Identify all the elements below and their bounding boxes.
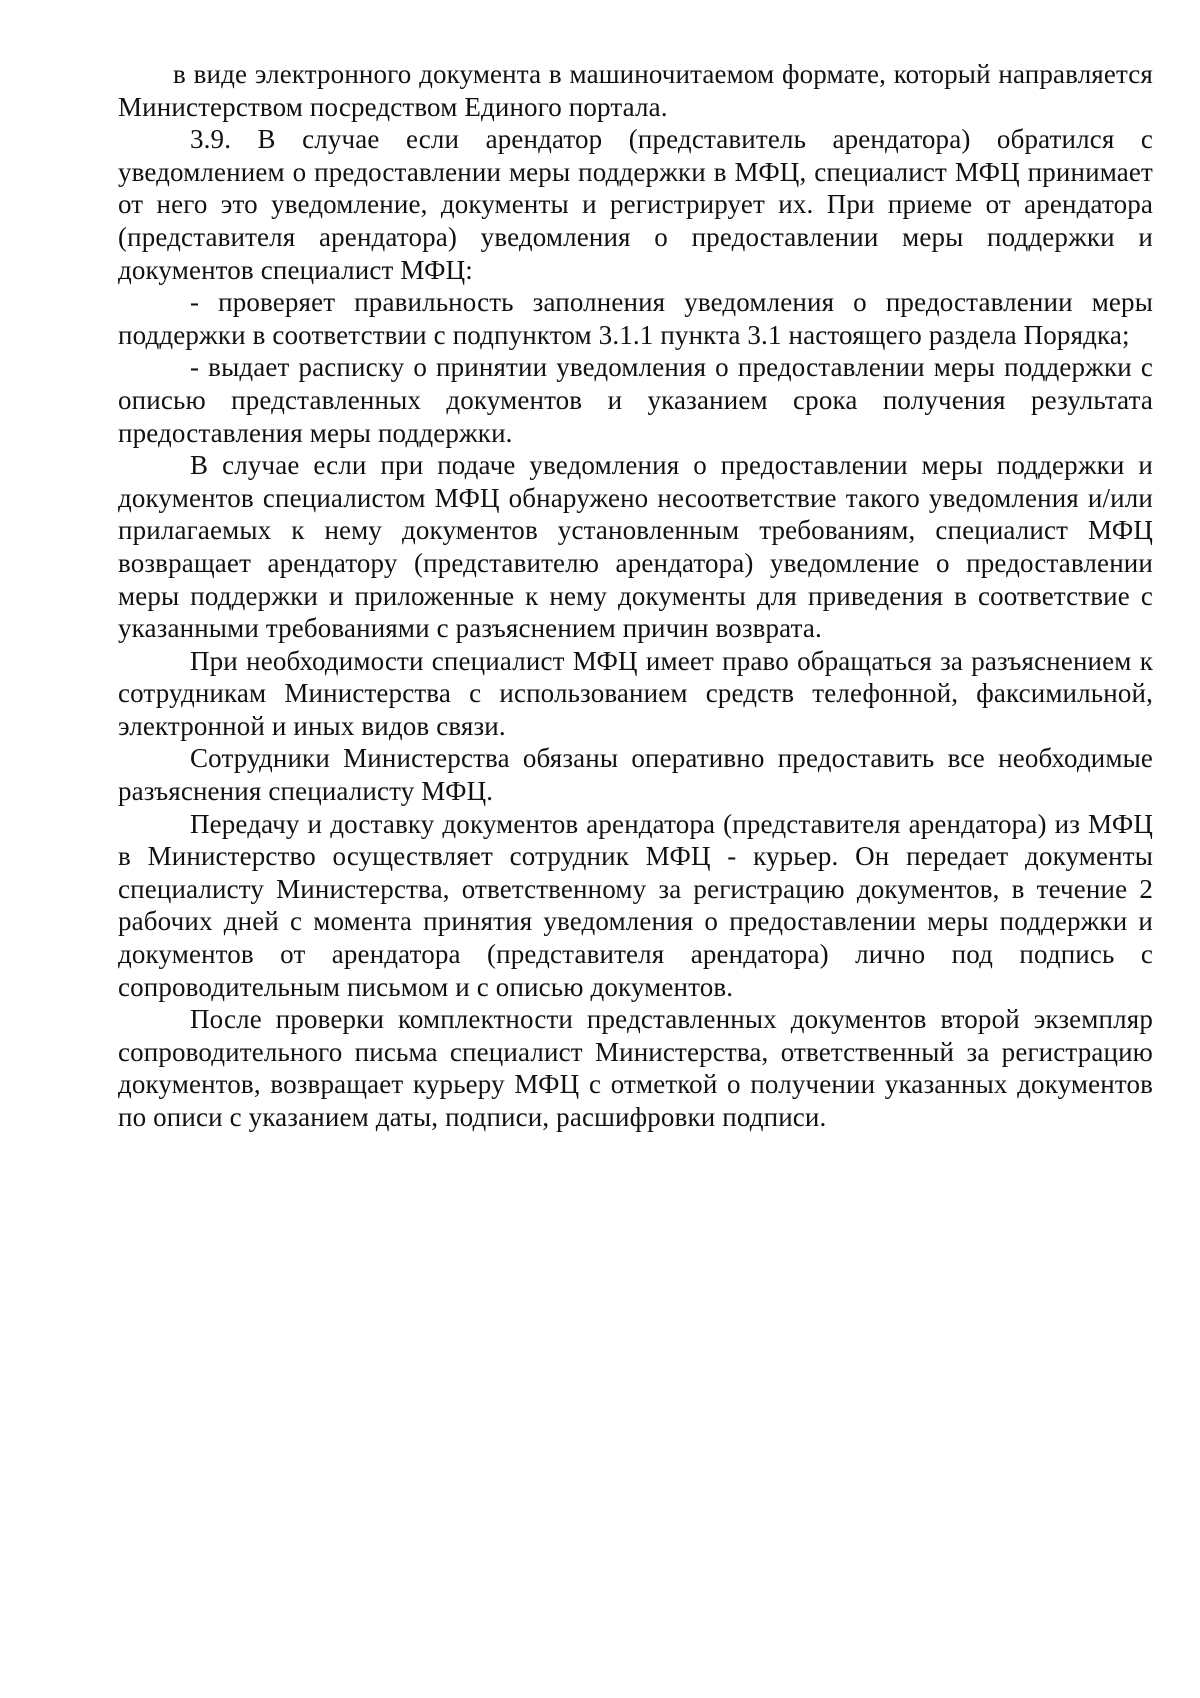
paragraph-continuation: в виде электронного документа в машиночитаемом формате, который направляется Министерством посредством Единого портала. xyxy=(118,59,1153,122)
paragraph-bullet-check: - проверяет правильность заполнения уведомления о предоставлении меры поддержки в соответствии с подпунктом 3.1.1 пункта 3.1 настоящего раздела Порядка; xyxy=(118,287,1153,350)
paragraph-ministry-obligation: Сотрудники Министерства обязаны оперативно предоставить все необходимые разъяснения специалисту МФЦ. xyxy=(118,743,1153,807)
paragraph-completeness-check: После проверки комплектности представленных документов второй экземпляр сопроводительного письма специалист Министерства, ответственный за регистрацию документов, возвращает курьеру МФЦ с отметкой о получении указанных документов по описи с указанием даты, подписи, расшифровки подписи. xyxy=(118,1004,1153,1132)
paragraph-bullet-receipt: - выдает расписку о принятии уведомления о предоставлении меры поддержки с описью представленных документов и указанием срока получения результата предоставления меры поддержки. xyxy=(118,352,1153,448)
paragraph-courier-delivery: Передачу и доставку документов арендатора (представителя арендатора) из МФЦ в Министерство осуществляет сотрудник МФЦ - курьер. Он передает документы специалисту Министерства, ответственному за регистрацию документов, в течение 2 рабочих дней с момента принятия уведомления о предоставлении меры поддержки и документов от арендатора (представителя арендатора) лично под подпись с сопроводительным письмом и с описью документов. xyxy=(118,808,1153,1002)
paragraph-clarification-request: При необходимости специалист МФЦ имеет право обращаться за разъяснением к сотрудникам Министерства с использованием средств телефонной, факсимильной, электронной и иных видов связи. xyxy=(118,645,1153,741)
paragraph-clause-3-9: 3.9. В случае если арендатор (представитель арендатора) обратился с уведомлением о предоставлении меры поддержки в МФЦ, специалист МФЦ принимает от него это уведомление, документы и регистрирует их. При приеме от арендатора (представителя арендатора) уведомления о предоставлении меры поддержки и документов специалист МФЦ: xyxy=(118,124,1153,285)
document-body xyxy=(118,58,1153,1134)
paragraph-return-documents: В случае если при подаче уведомления о предоставлении меры поддержки и документов специалистом МФЦ обнаружено несоответствие такого уведомления и/или прилагаемых к нему документов установленным требованиям, специалист МФЦ возвращает арендатору (представителю арендатора) уведомление о предоставлении меры поддержки и приложенные к нему документы для приведения в соответствие с указанными требованиями с разъяснением причин возврата. xyxy=(118,450,1153,644)
